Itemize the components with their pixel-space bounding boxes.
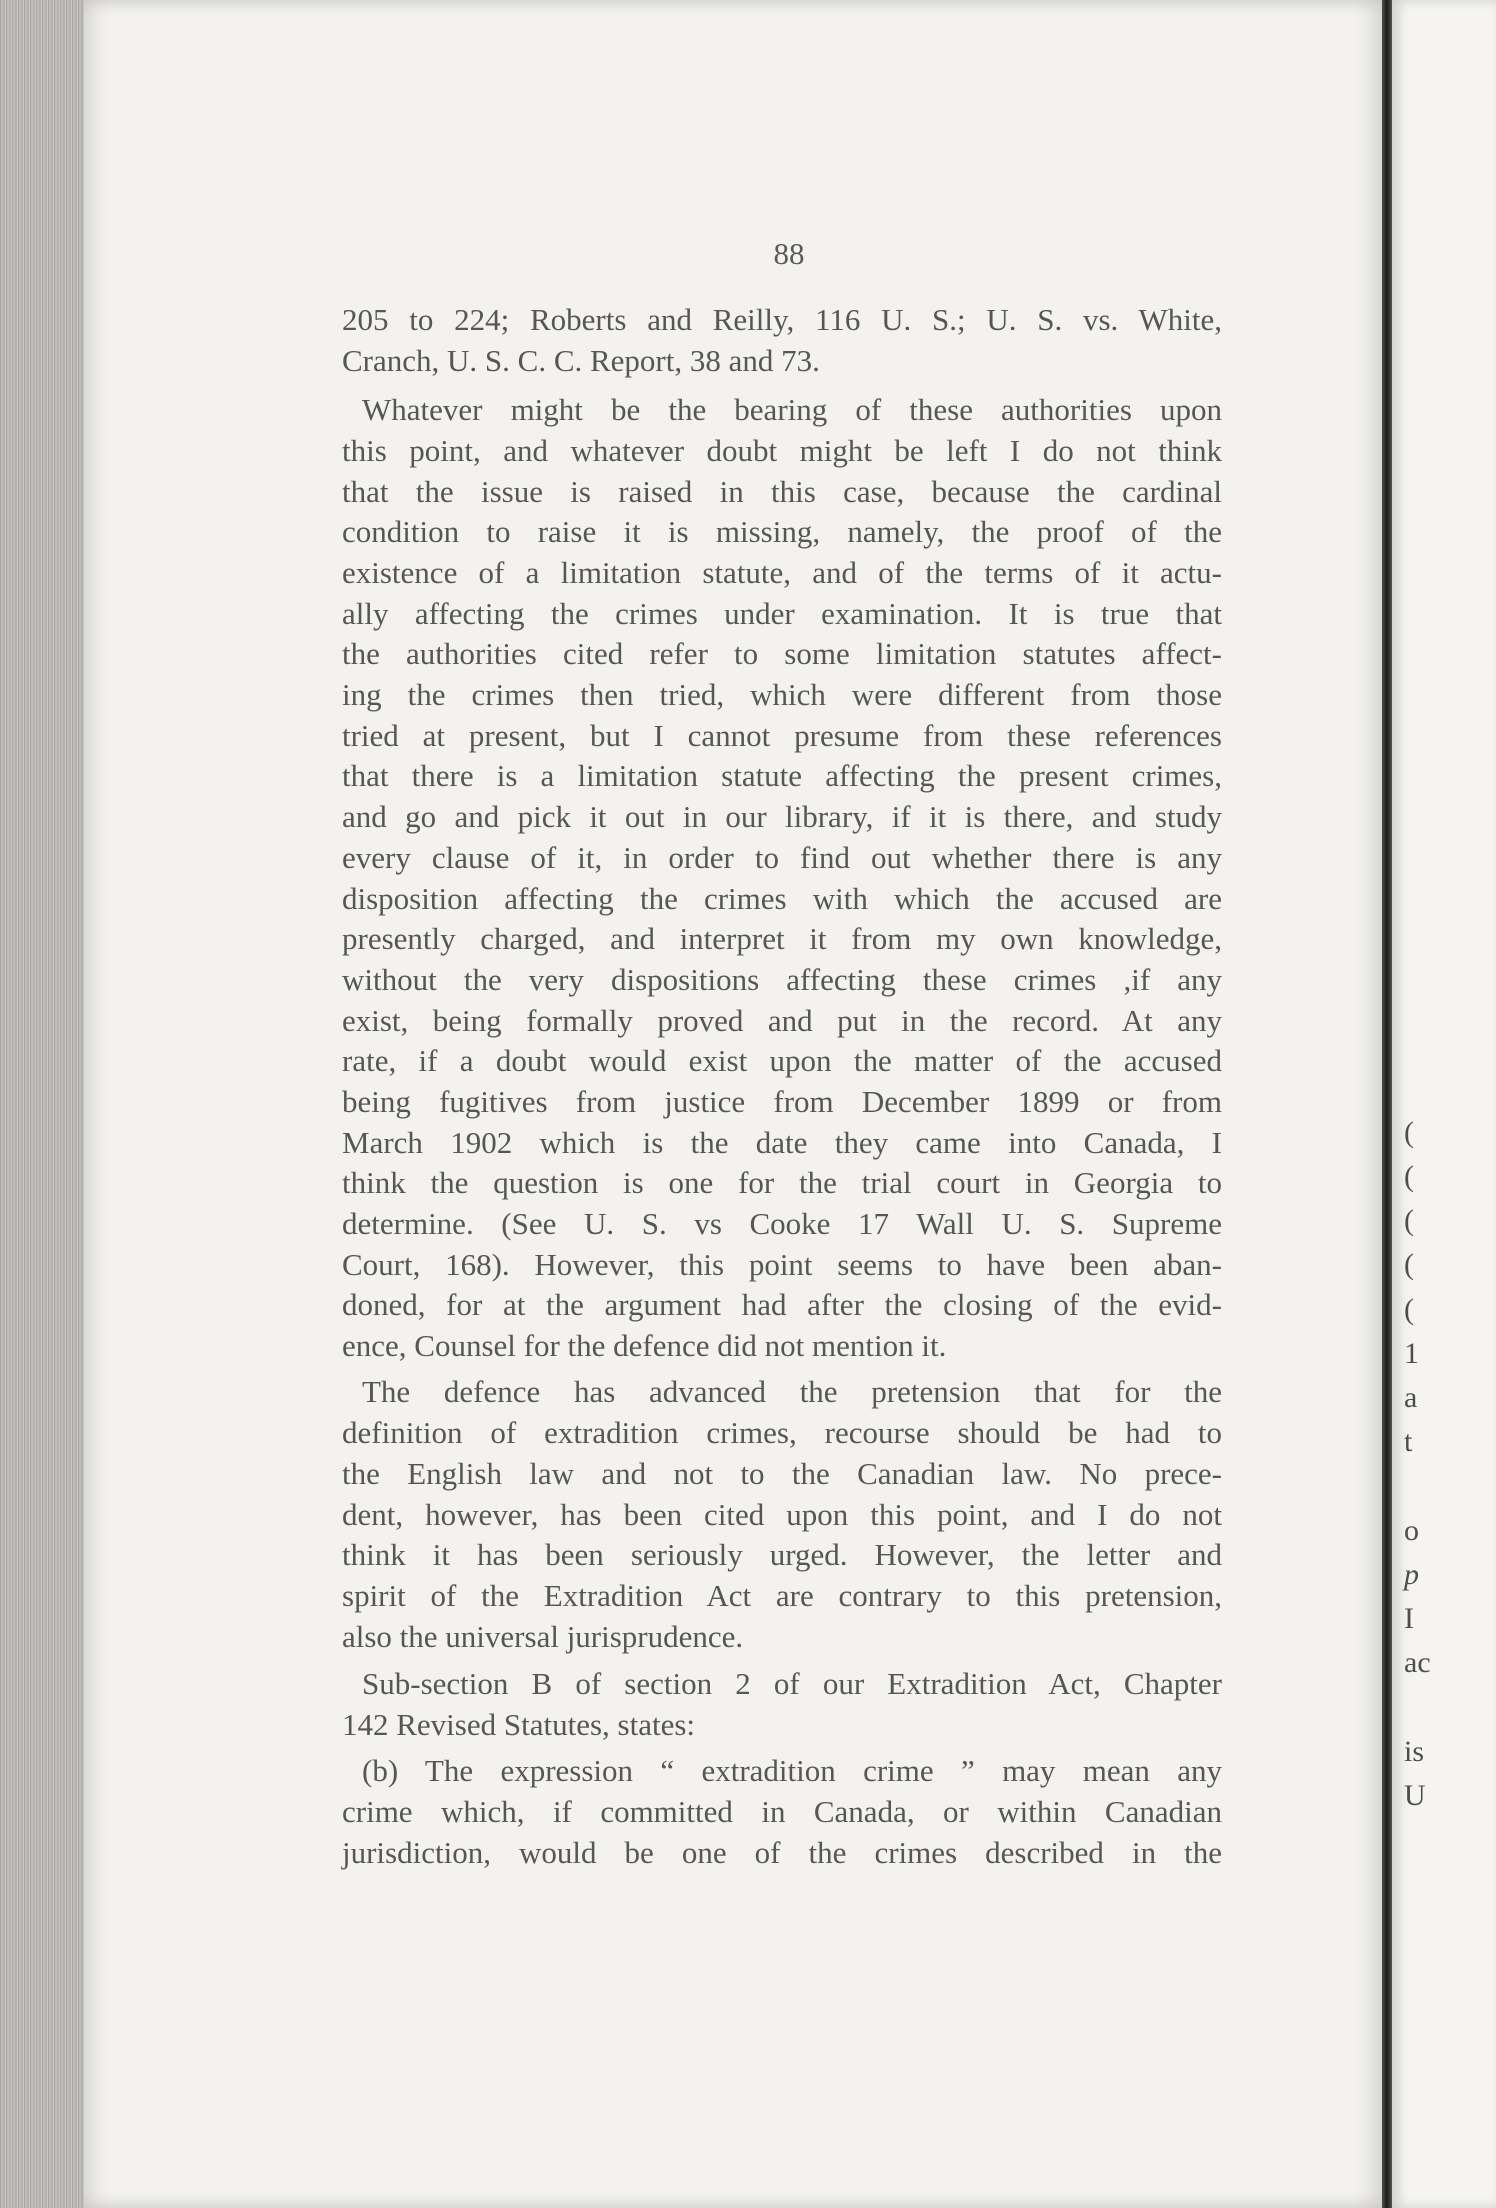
text-line: without the very dispositions affecting these crimes ,if any [342, 962, 1222, 997]
text-line: existence of a limitation statute, and of the terms of it actu- [342, 555, 1222, 590]
text-line: also the universal jurisprudence. [342, 1619, 744, 1654]
next-page-fragment: ( [1404, 1293, 1414, 1326]
next-page-fragment: t [1404, 1425, 1413, 1458]
text-line: definition of extradition crimes, recourse should be had to [342, 1415, 1222, 1450]
text-line: ally affecting the crimes under examination. It is true that [342, 596, 1222, 631]
text-line: presently charged, and interpret it from my own knowledge, [342, 921, 1222, 956]
next-page-fragment: a [1404, 1381, 1418, 1414]
next-page-fragment: I [1404, 1602, 1414, 1635]
text-line: jurisdiction, would be one of the crimes described in the [342, 1835, 1222, 1870]
text-line: dent, however, has been cited upon this point, and I do not [342, 1497, 1222, 1532]
text-line: 142 Revised Statutes, states: [342, 1707, 696, 1742]
text-line: exist, being formally proved and put in the record. At any [342, 1003, 1222, 1038]
next-page-fragment: ac [1404, 1646, 1431, 1679]
text-line: March 1902 which is the date they came into Canada, I [342, 1125, 1222, 1160]
text-line: this point, and whatever doubt might be left I do not think [342, 433, 1222, 468]
next-page-fragment: o [1404, 1514, 1419, 1547]
text-line: (b) The expression “ extradition crime ” may mean any [362, 1753, 1222, 1788]
text-line: that there is a limitation statute affecting the present crimes, [342, 758, 1222, 793]
next-page-fragment: U [1404, 1779, 1426, 1812]
text-line: ence, Counsel for the defence did not mention it. [342, 1328, 947, 1363]
text-line: doned, for at the argument had after the closing of the evid- [342, 1287, 1222, 1322]
text-line: rate, if a doubt would exist upon the matter of the accused [342, 1043, 1222, 1078]
text-line: condition to raise it is missing, namely, the proof of the [342, 514, 1222, 549]
text-line: crime which, if committed in Canada, or within Canadian [342, 1794, 1222, 1829]
text-line: and go and pick it out in our library, if it is there, and study [342, 799, 1222, 834]
text-line: the English law and not to the Canadian law. No prece- [342, 1456, 1222, 1491]
text-line: disposition affecting the crimes with which the accused are [342, 881, 1222, 916]
next-page-fragment: ( [1404, 1204, 1414, 1237]
text-line: Court, 168). However, this point seems to have been aban- [342, 1247, 1222, 1282]
text-line: 205 to 224; Roberts and Reilly, 116 U. S.; U. S. vs. White, [342, 302, 1222, 337]
page-number: 88 [773, 236, 805, 271]
text-line: tried at present, but I cannot presume from these references [342, 718, 1222, 753]
text-line: being fugitives from justice from December 1899 or from [342, 1084, 1222, 1119]
text-line: Whatever might be the bearing of these authorities upon [362, 392, 1222, 427]
text-line: that the issue is raised in this case, because the cardinal [342, 474, 1222, 509]
text-line: Cranch, U. S. C. C. Report, 38 and 73. [342, 343, 820, 378]
text-line: determine. (See U. S. vs Cooke 17 Wall U. S. Supreme [342, 1206, 1222, 1241]
text-line: ing the crimes then tried, which were different from those [342, 677, 1222, 712]
next-page-fragment: 1 [1404, 1337, 1419, 1370]
text-line: every clause of it, in order to find out whether there is any [342, 840, 1222, 875]
text-line: think the question is one for the trial court in Georgia to [342, 1165, 1222, 1200]
text-line: the authorities cited refer to some limitation statutes affect- [342, 636, 1222, 671]
next-page-fragment: ( [1404, 1160, 1414, 1193]
next-page-fragment: is [1404, 1735, 1425, 1768]
text-line: think it has been seriously urged. However, the letter and [342, 1537, 1222, 1572]
text-line: Sub-section B of section 2 of our Extradition Act, Chapter [362, 1666, 1222, 1701]
next-page-fragment: ( [1404, 1248, 1414, 1281]
next-page-fragment: ( [1404, 1116, 1414, 1149]
text-line: spirit of the Extradition Act are contrary to this pretension, [342, 1578, 1222, 1613]
next-page-fragment: p [1404, 1558, 1419, 1591]
text-line: The defence has advanced the pretension that for the [362, 1374, 1222, 1409]
